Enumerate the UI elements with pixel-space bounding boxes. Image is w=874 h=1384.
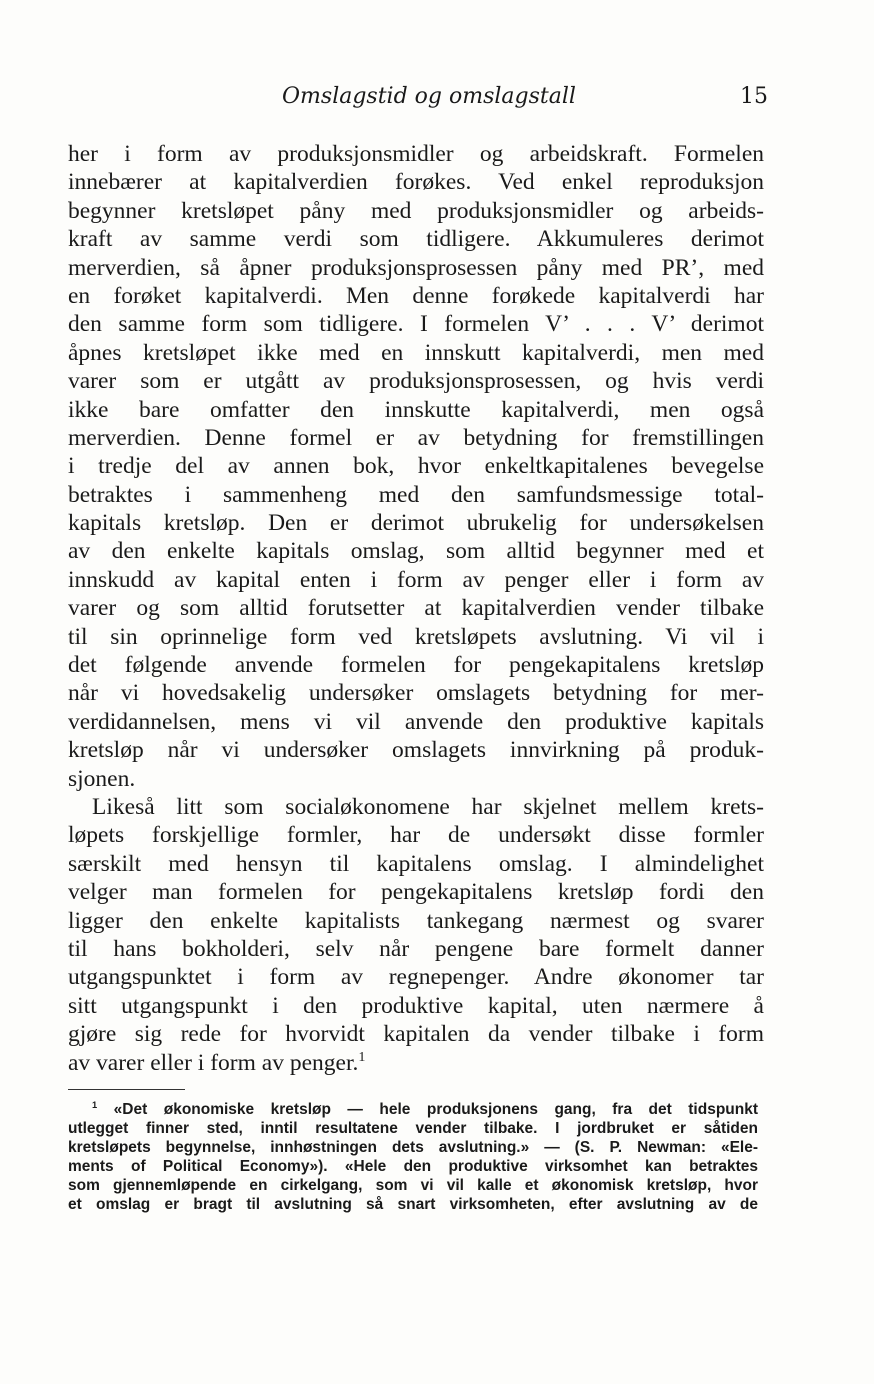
footnote-text: et omslag er bragt til avslutning så snart virksomheten, efter avslutning av de (68, 1196, 758, 1213)
line-text: betraktes i sammenheng med den samfundsmessige total- (68, 481, 764, 508)
footnote-text: utlegget finner sted, inntil resultatene vender tilbake. I jordbruket er såtiden (68, 1120, 758, 1137)
line-text: av den enkelte kapitals omslag, som alltid begynner med et (68, 538, 764, 565)
line-text: kapitals kretsløp. Den er derimot ubrukelig for undersøkelsen (68, 510, 764, 537)
line-text: til sin oprinnelige form ved kretsløpets avslutning. Vi vil i (68, 623, 764, 650)
line-text: kraft av samme verdi som tidligere. Akkumuleres derimot (68, 226, 764, 253)
text-line (68, 168, 764, 196)
footnote-line (68, 1100, 758, 1119)
text-line (68, 509, 764, 537)
footnote-divider (68, 1089, 185, 1090)
text-line (68, 736, 764, 764)
line-text: merverdien. Denne formel er av betydning for fremstillingen (68, 424, 764, 451)
line-text: i tredje del av annen bok, hvor enkeltkapitalenes bevegelse (68, 453, 764, 480)
text-line (68, 623, 764, 651)
line-text: Likeså litt som socialøkonomene har skjelnet mellem krets- (92, 793, 764, 820)
text-line (68, 254, 764, 282)
footnote-text: «Det økonomiske kretsløp — hele produksjonens gang, fra det tidspunkt (113, 1101, 759, 1118)
line-text: særskilt med hensyn til kapitalens omslag. I almindelighet (68, 850, 764, 877)
line-text: varer som er utgått av produksjonsprosessen, og hvis verdi (68, 368, 764, 395)
line-text: ligger den enkelte kapitalists tankegang nærmest og svarer (68, 907, 764, 934)
text-line (68, 282, 764, 310)
text-line (68, 594, 764, 622)
text-line (68, 907, 764, 935)
text-line (68, 339, 764, 367)
footnote-line (68, 1138, 758, 1157)
text-line (68, 140, 764, 168)
line-text: utgangspunktet i form av regnepenger. Andre økonomer tar (68, 964, 764, 991)
text-line (68, 367, 764, 395)
text-line (68, 424, 764, 452)
text-line (68, 679, 764, 707)
text-line (68, 537, 764, 565)
line-text: innskudd av kapital enten i form av penger eller i form av (68, 566, 764, 593)
footnote-text: ments of Political Economy»). «Hele den produktive virksomhet kan betraktes (68, 1158, 758, 1175)
text-line (68, 566, 764, 594)
text-line (68, 935, 764, 963)
line-text: til hans bokholderi, selv når pengene bare formelt danner (68, 935, 764, 962)
text-line (68, 197, 764, 225)
text-line (68, 821, 764, 849)
text-line (68, 310, 764, 338)
text-line (68, 396, 764, 424)
line-text: velger man formelen for pengekapitalens kretsløp fordi den (68, 879, 764, 906)
footnote-line (68, 1195, 758, 1214)
line-text: verdidannelsen, mens vi vil anvende den produktive kapitals (68, 708, 764, 735)
footnotes (68, 1100, 758, 1214)
footnote-text: kretsløpets begynnelse, innhøstningen dets avslutning.» — (S. P. Newman: «Ele- (68, 1139, 758, 1156)
text-line (68, 992, 764, 1020)
line-text: ikke bare omfatter den innskutte kapitalverdi, men også (68, 396, 764, 423)
text-line (68, 793, 764, 821)
text-line (68, 765, 764, 793)
footnote-text: som gjennemløpende en cirkelgang, som vi vil kalle et økonomisk kretsløp, hvor (68, 1177, 758, 1194)
line-text: sjonen. (68, 765, 136, 792)
page-number: 15 (740, 84, 768, 109)
text-line (68, 1020, 764, 1048)
footnote-reference[interactable]: 1 (358, 1048, 366, 1065)
text-line (68, 708, 764, 736)
line-text: av varer eller i form av penger. (68, 1049, 359, 1076)
body-text (68, 140, 764, 1077)
line-text: det følgende anvende formelen for pengekapitalens kretsløp (68, 652, 764, 679)
text-line (68, 481, 764, 509)
line-text: gjøre sig rede for hvorvidt kapitalen da vender tilbake i form (68, 1021, 764, 1048)
text-line (68, 1049, 764, 1077)
line-text: løpets forskjellige formler, har de undersøkt disse formler (68, 822, 764, 849)
running-title: Omslagstid og omslagstall (282, 84, 576, 109)
footnote-marker: 1 (92, 1099, 98, 1110)
line-text: merverdien, så åpner produksjonsprosessen påny med PR’, med (68, 254, 764, 281)
line-text: sitt utgangspunkt i den produktive kapital, uten nærmere å (68, 992, 764, 1019)
text-line (68, 878, 764, 906)
line-text: en forøket kapitalverdi. Men denne forøkede kapitalverdi har (68, 282, 764, 309)
line-text: begynner kretsløpet påny med produksjonsmidler og arbeids- (68, 197, 764, 224)
text-line (68, 850, 764, 878)
text-line (68, 963, 764, 991)
footnote-line (68, 1157, 758, 1176)
text-line (68, 225, 764, 253)
text-line (68, 651, 764, 679)
line-text: åpnes kretsløpet ikke med en innskutt kapitalverdi, men med (68, 339, 764, 366)
text-line (68, 452, 764, 480)
footnote-line (68, 1119, 758, 1138)
line-text: den samme form som tidligere. I formelen V’ . . . V’ derimot (68, 311, 764, 338)
line-text: innebærer at kapitalverdien forøkes. Ved enkel reproduksjon (68, 169, 764, 196)
footnote-line (68, 1176, 758, 1195)
line-text: her i form av produksjonsmidler og arbeidskraft. Formelen (68, 141, 764, 167)
line-text: kretsløp når vi undersøker omslagets innvirkning på produk- (68, 737, 764, 764)
line-text: varer og som alltid forutsetter at kapitalverdien vender tilbake (68, 595, 764, 622)
line-text: når vi hovedsakelig undersøker omslagets betydning for mer- (68, 680, 764, 707)
